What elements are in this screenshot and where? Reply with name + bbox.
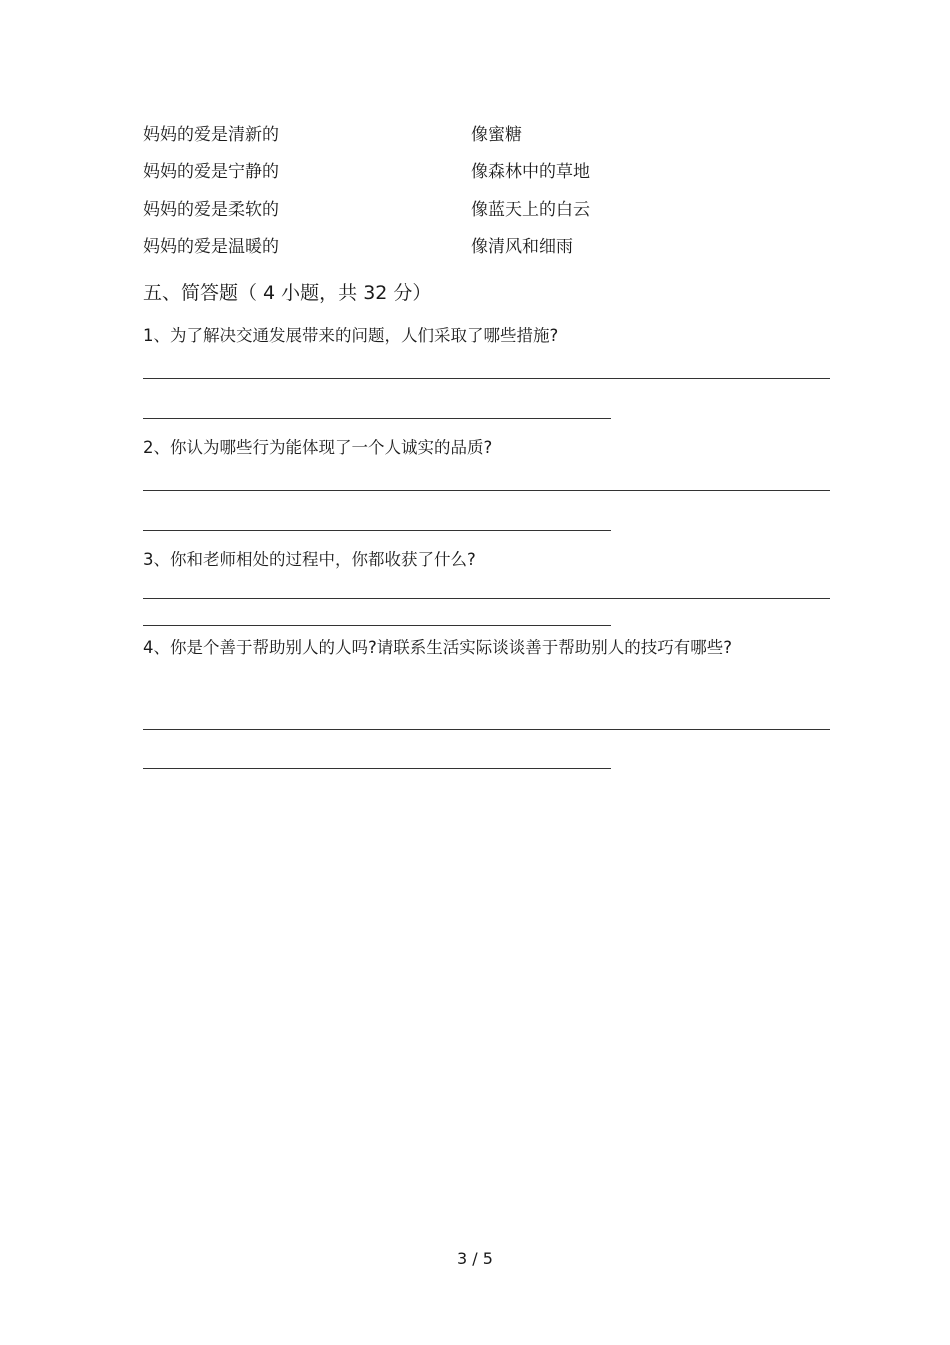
matching-left-item: 妈妈的爱是宁静的 (143, 162, 279, 182)
answer-line[interactable] (143, 530, 611, 531)
matching-right-item: 像蜜糖 (471, 125, 522, 145)
answer-line[interactable] (143, 490, 830, 491)
question-1: 1、为了解决交通发展带来的问题，人们采取了哪些措施? (143, 326, 559, 345)
answer-line[interactable] (143, 418, 611, 419)
question-3: 3、你和老师相处的过程中，你都收获了什么? (143, 550, 476, 569)
matching-left-item: 妈妈的爱是温暖的 (143, 237, 279, 257)
matching-left-item: 妈妈的爱是柔软的 (143, 200, 279, 220)
answer-line[interactable] (143, 768, 611, 769)
matching-right-item: 像蓝天上的白云 (471, 200, 590, 220)
matching-right-item: 像森林中的草地 (471, 162, 590, 182)
matching-row (143, 123, 843, 147)
matching-left-item: 妈妈的爱是清新的 (143, 125, 279, 145)
matching-right-item: 像清风和细雨 (471, 237, 573, 257)
answer-line[interactable] (143, 625, 611, 626)
answer-line[interactable] (143, 729, 830, 730)
matching-row (143, 235, 843, 259)
section-title: 五、简答题（ 4 小题，共 32 分） (143, 282, 432, 304)
answer-line[interactable] (143, 598, 830, 599)
question-2: 2、你认为哪些行为能体现了一个人诚实的品质? (143, 438, 493, 457)
matching-row (143, 160, 843, 184)
matching-row (143, 198, 843, 222)
answer-line[interactable] (143, 378, 830, 379)
question-4: 4、你是个善于帮助别人的人吗?请联系生活实际谈谈善于帮助别人的技巧有哪些? (143, 638, 733, 657)
page-number: 3 / 5 (457, 1249, 493, 1268)
